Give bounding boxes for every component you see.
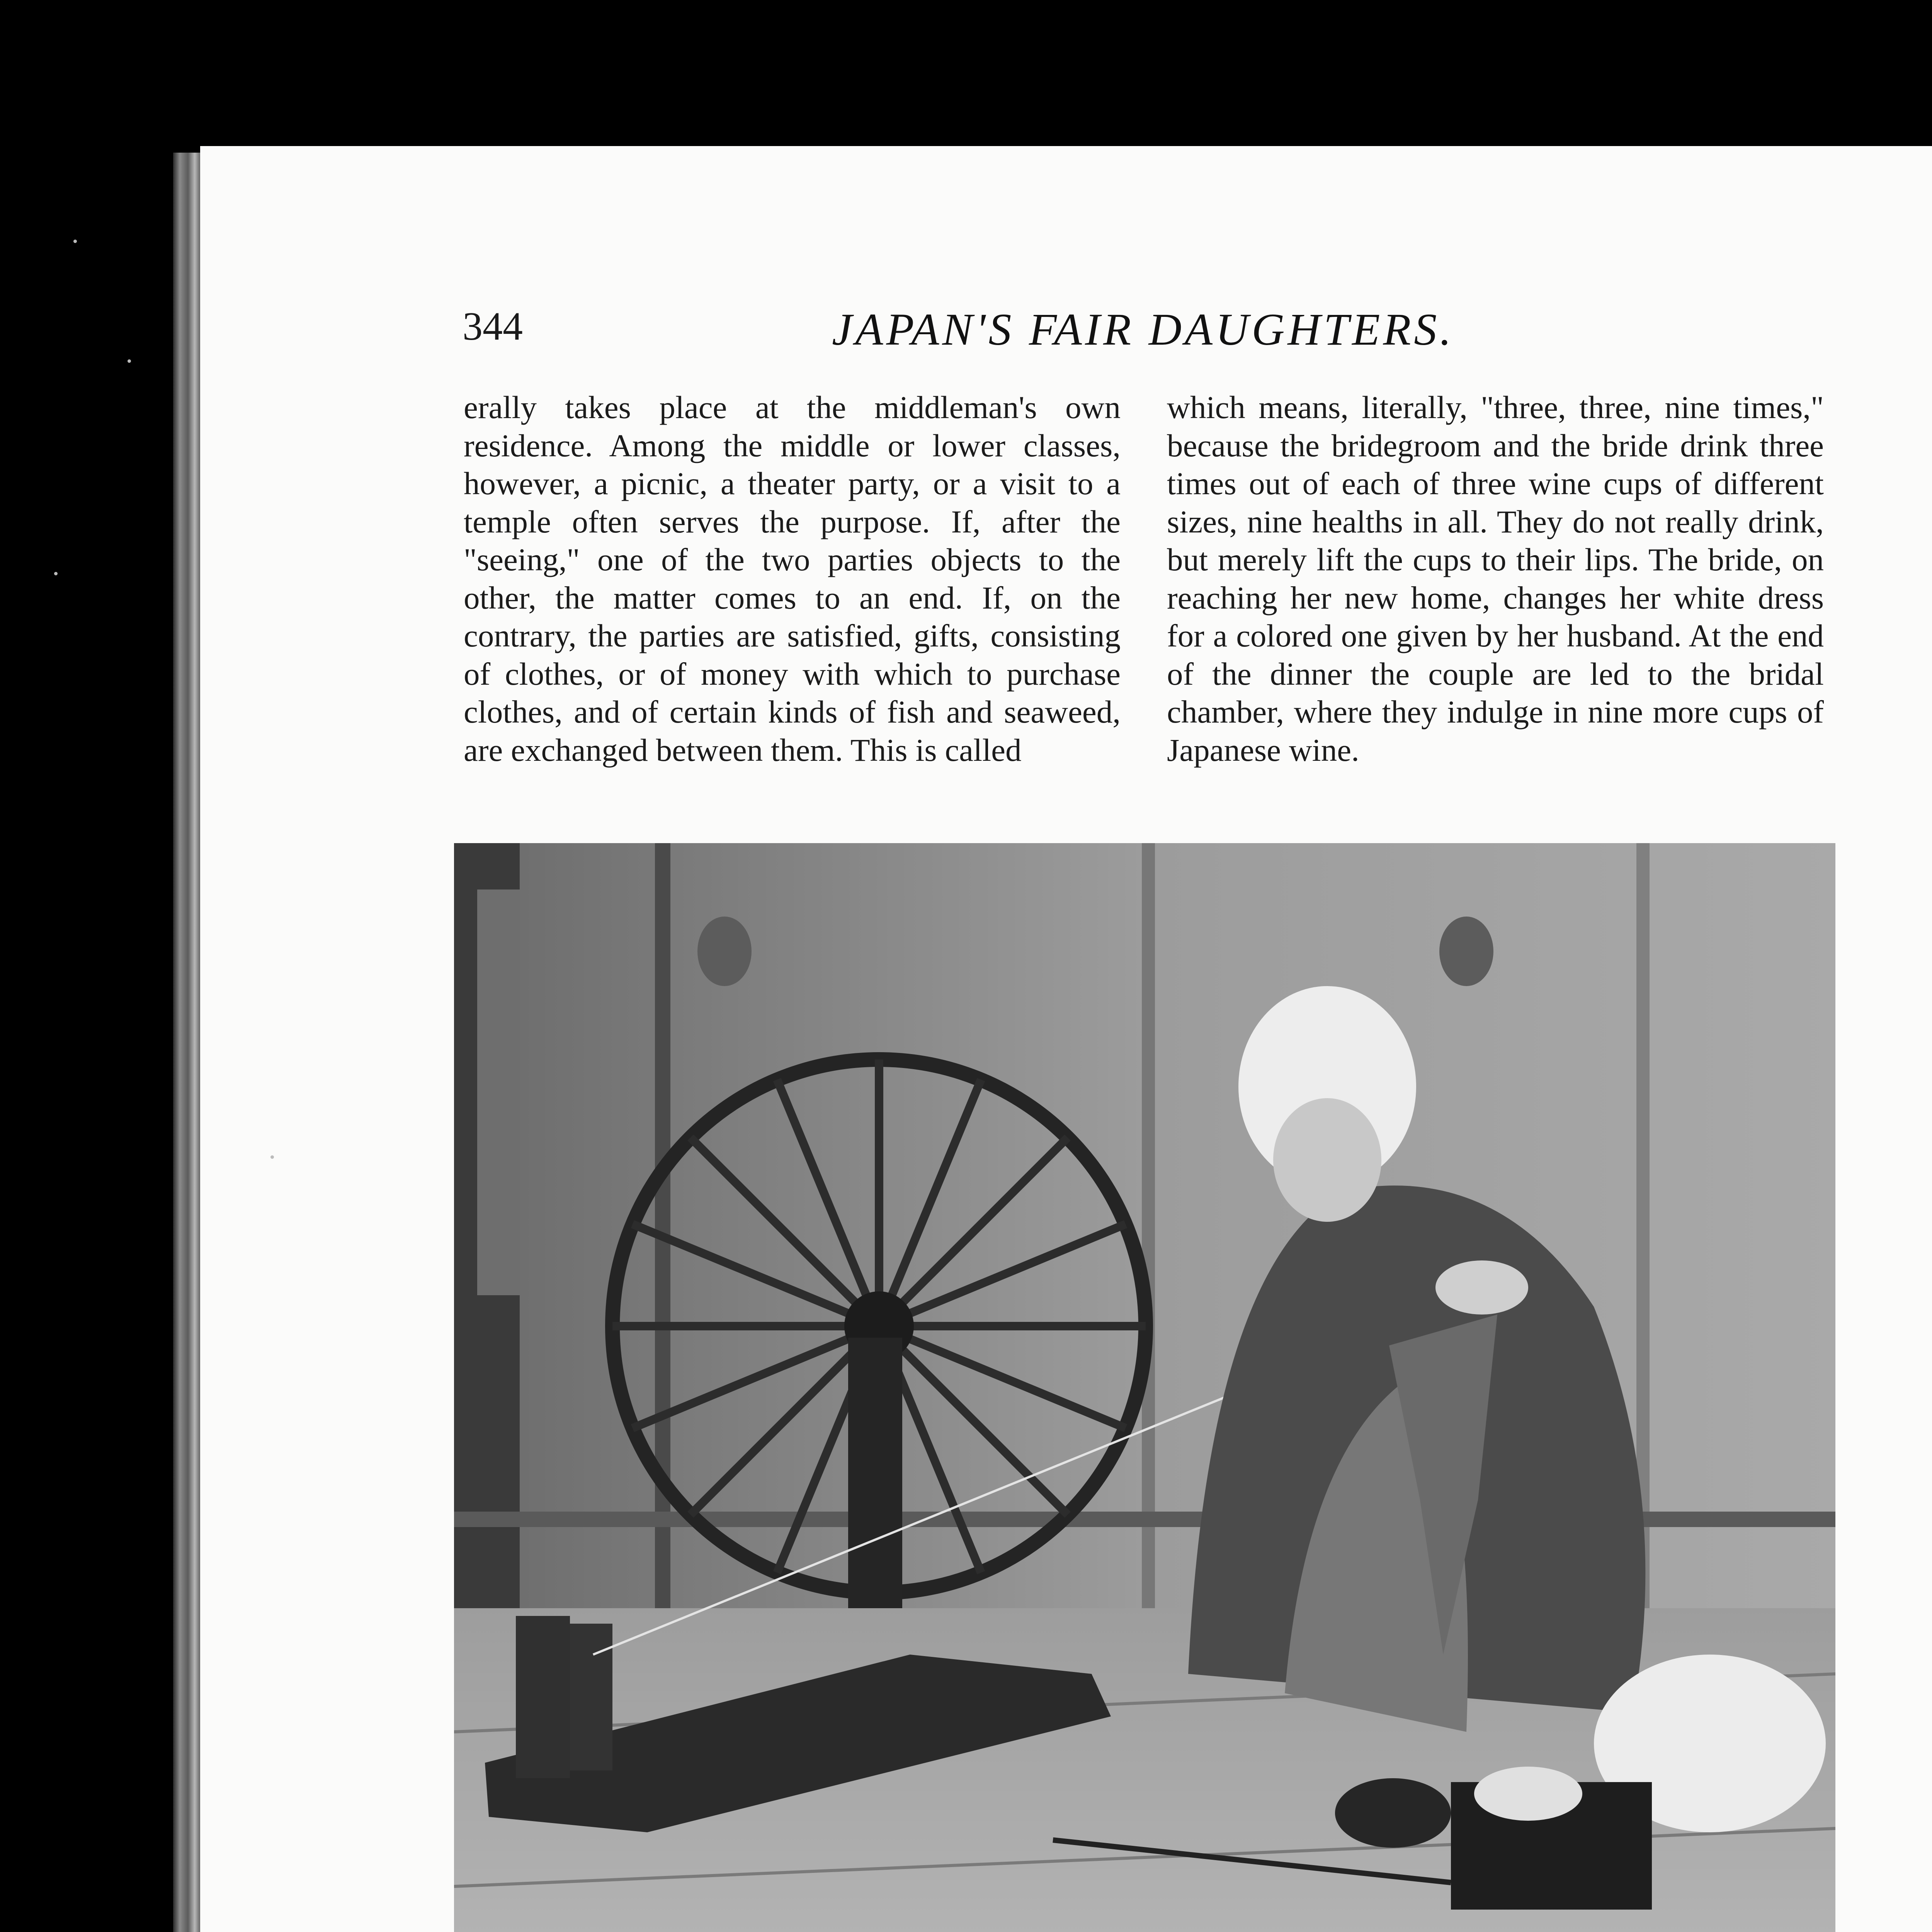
scan-speck bbox=[128, 359, 131, 363]
scan-speck bbox=[54, 572, 58, 575]
scan-speck bbox=[73, 240, 77, 243]
top-right-column bbox=[1167, 388, 1824, 769]
paragraph: which means, literally, "three, three, nine times," because the bridegroom and the bride drink three times out of each of three wine cups of different sizes, nine healths in all. They do not really drink, but merely lift the cups to their lips. The bride, on reaching her new home, changes her white dress for a colored one given by her husband. At the end of the dinner the couple are led to the bridal chamber, where they indulge in nine more cups of Japanese wine. bbox=[1167, 389, 1824, 768]
top-left-column bbox=[464, 388, 1121, 769]
photograph-woman-weaving bbox=[454, 843, 1835, 1932]
binding-edge bbox=[173, 153, 200, 1932]
scan-speck bbox=[270, 1155, 274, 1159]
page-title: JAPAN'S FAIR DAUGHTERS. bbox=[832, 304, 1454, 355]
spinning-wheel-photo bbox=[454, 843, 1835, 1932]
running-header bbox=[463, 303, 1824, 365]
paragraph: erally takes place at the middleman's own residence. Among the middle or lower classes, however, a picnic, a theater party, or a visit to a temple often serves the purpose. If, after the "seeing," one of the two parties objects to the other, the matter comes to an end. If, on the contrary, the parties are satisfied, gifts, consisting of clothes, or of money with which to purchase clothes, and of certain kinds of fish and seaweed, are exchanged between them. This is called bbox=[464, 389, 1121, 768]
page-number: 344 bbox=[463, 304, 523, 349]
